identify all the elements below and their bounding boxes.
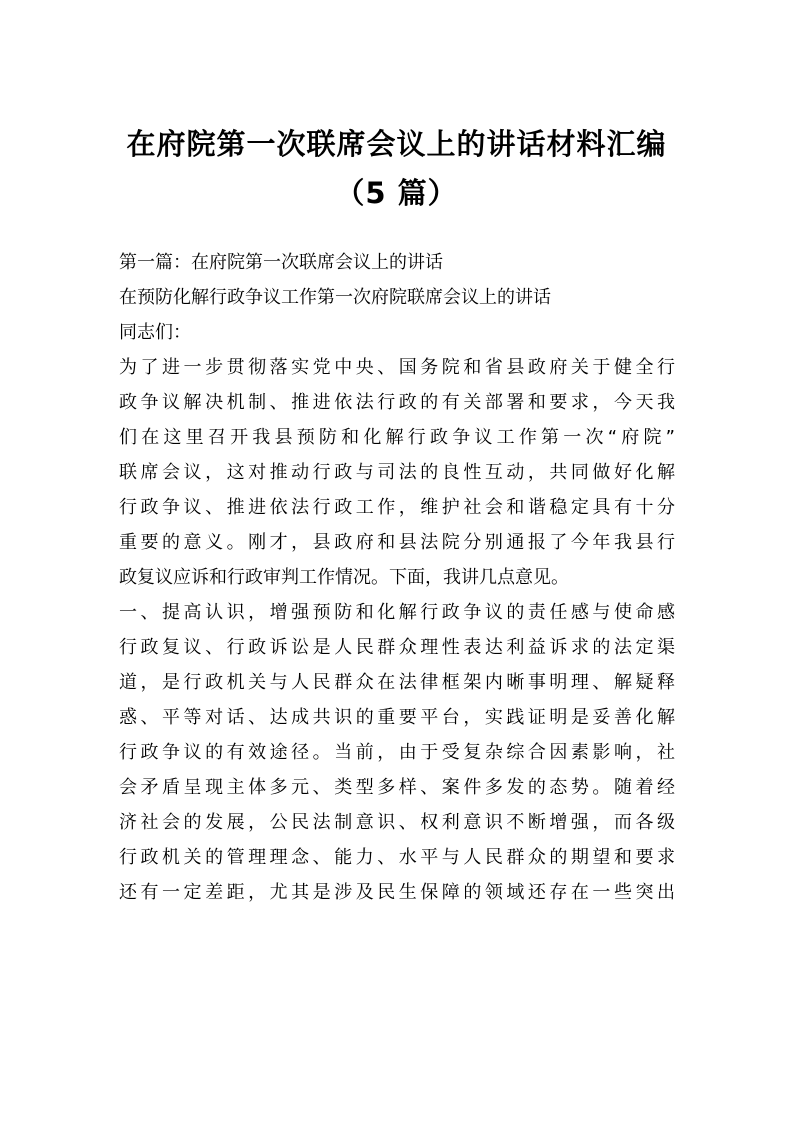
body-line: 行政争议的有效途径。当前，由于受复杂综合因素影响，社 bbox=[119, 742, 675, 763]
body-line: 道，是行政机关与人民群众在法律框架内晰事明理、解疑释 bbox=[119, 672, 675, 693]
section-heading: 第一篇：在府院第一次联席会议上的讲话 bbox=[119, 252, 443, 273]
body-line: 行政机关的管理理念、能力、水平与人民群众的期望和要求 bbox=[119, 847, 675, 868]
body-line: 会矛盾呈现主体多元、类型多样、案件多发的态势。随着经 bbox=[119, 777, 675, 798]
body-line: 行政争议、推进依法行政工作，维护社会和谐稳定具有十分 bbox=[119, 497, 675, 518]
document-body bbox=[119, 245, 675, 910]
point-heading: 一、提高认识，增强预防和化解行政争议的责任感与使命感 bbox=[119, 602, 675, 623]
document-title: 在府院第一次联席会议上的讲话材料汇编 bbox=[126, 127, 667, 161]
body-line: 还有一定差距，尤其是涉及民生保障的领域还存在一些突出 bbox=[119, 882, 675, 903]
body-line: 政复议应诉和行政审判工作情况。下面，我讲几点意见。 bbox=[119, 567, 569, 588]
document-subtitle: （5 篇） bbox=[335, 176, 458, 210]
body-line: 为了进一步贯彻落实党中央、国务院和省县政府关于健全行 bbox=[119, 357, 675, 378]
salutation: 同志们： bbox=[119, 322, 191, 343]
body-line: 们在这里召开我县预防和化解行政争议工作第一次“府院” bbox=[119, 427, 675, 448]
speech-title: 在预防化解行政争议工作第一次府院联席会议上的讲话 bbox=[119, 287, 551, 308]
body-line: 济社会的发展，公民法制意识、权利意识不断增强，而各级 bbox=[119, 812, 675, 833]
body-line: 重要的意义。刚才，县政府和县法院分别通报了今年我县行 bbox=[119, 532, 675, 553]
body-line: 联席会议，这对推动行政与司法的良性互动，共同做好化解 bbox=[119, 462, 675, 483]
body-line: 政争议解决机制、推进依法行政的有关部署和要求，今天我 bbox=[119, 392, 675, 413]
body-line: 行政复议、行政诉讼是人民群众理性表达利益诉求的法定渠 bbox=[119, 637, 675, 658]
body-line: 惑、平等对话、达成共识的重要平台，实践证明是妥善化解 bbox=[119, 707, 675, 728]
